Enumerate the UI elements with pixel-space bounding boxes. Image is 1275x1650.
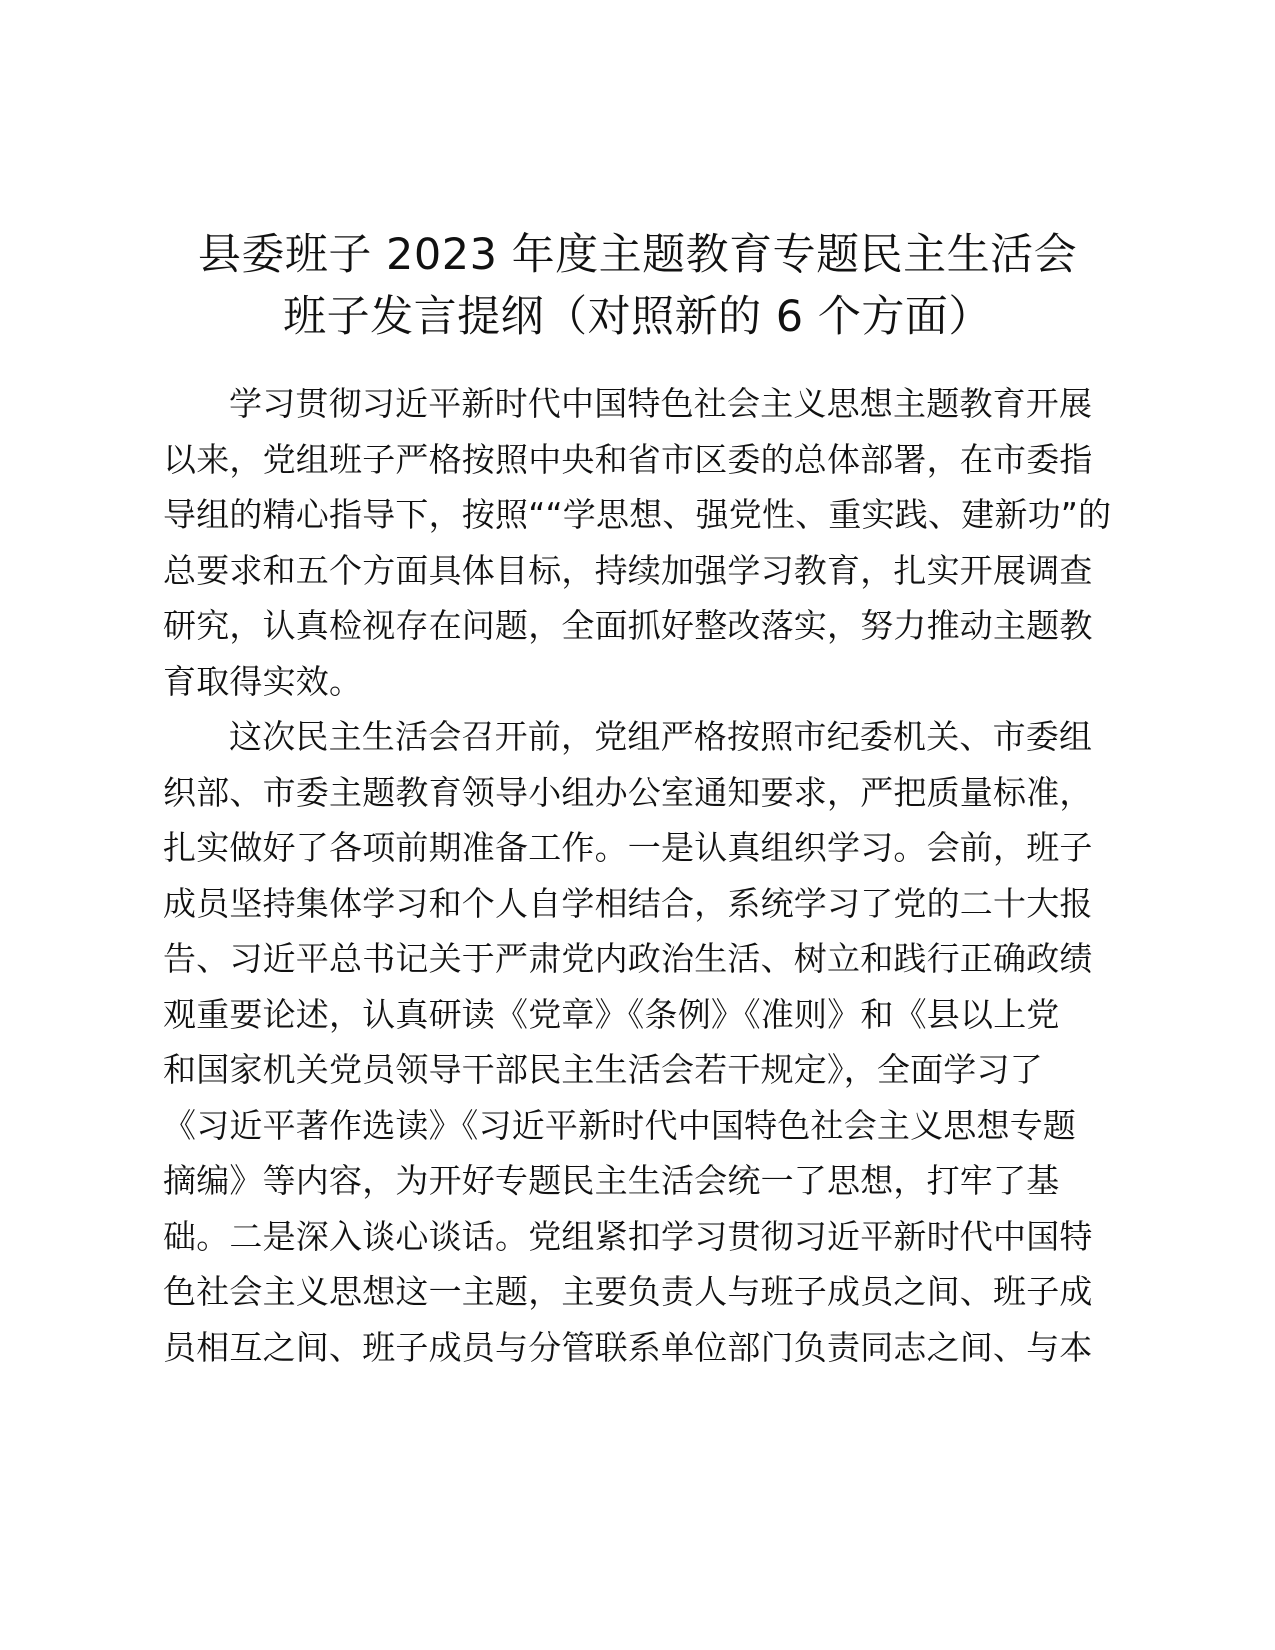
text-line: 导组的精心指导下，按照““学思想、强党性、重实践、建新功”的 [163, 495, 1112, 534]
text-line: 总要求和五个方面具体目标，持续加强学习教育，扎实开展调查 [163, 550, 1093, 590]
text-line: 扎实做好了各项前期准备工作。一是认真组织学习。会前，班子 [163, 828, 1093, 867]
document-title [120, 224, 1155, 348]
text-line: 摘编》等内容，为开好专题民主生活会统一了思想，打牢了基 [163, 1161, 1060, 1200]
text-line: 研究，认真检视存在问题，全面抓好整改落实，努力推动主题教 [163, 606, 1093, 645]
text-line: 织部、市委主题教育领导小组办公室通知要求，严把质量标准， [163, 772, 1093, 812]
text-line: 员相互之间、班子成员与分管联系单位部门负责同志之间、与本 [163, 1327, 1093, 1367]
title-line-1: 县委班子 2023 年度主题教育专题民主生活会 [197, 230, 1078, 280]
text-line: 学习贯彻习近平新时代中国特色社会主义思想主题教育开展 [229, 384, 1093, 423]
document-body [163, 376, 1112, 1375]
text-line: 色社会主义思想这一主题，主要负责人与班子成员之间、班子成 [163, 1272, 1093, 1311]
title-line-2: 班子发言提纲（对照新的 6 个方面） [283, 292, 992, 342]
text-line: 和国家机关党员领导干部民主生活会若干规定》，全面学习了 [163, 1050, 1043, 1089]
paragraph-1 [163, 376, 1112, 709]
text-line: 成员坚持集体学习和个人自学相结合，系统学习了党的二十大报 [163, 883, 1093, 923]
text-line: 《习近平著作选读》《习近平新时代中国特色社会主义思想专题 [163, 1105, 1077, 1145]
text-line: 育取得实效。 [163, 661, 363, 701]
text-line: 观重要论述，认真研读《党章》《条例》《准则》和《县以上党 [163, 994, 1060, 1034]
text-line: 告、习近平总书记关于严肃党内政治生活、树立和践行正确政绩 [163, 939, 1093, 978]
text-line: 础。二是深入谈心谈话。党组紧扣学习贯彻习近平新时代中国特 [163, 1216, 1093, 1256]
text-line: 这次民主生活会召开前，党组严格按照市纪委机关、市委组 [229, 717, 1093, 756]
text-line: 以来，党组班子严格按照中央和省市区委的总体部署，在市委指 [163, 439, 1093, 479]
paragraph-2 [163, 709, 1103, 1375]
